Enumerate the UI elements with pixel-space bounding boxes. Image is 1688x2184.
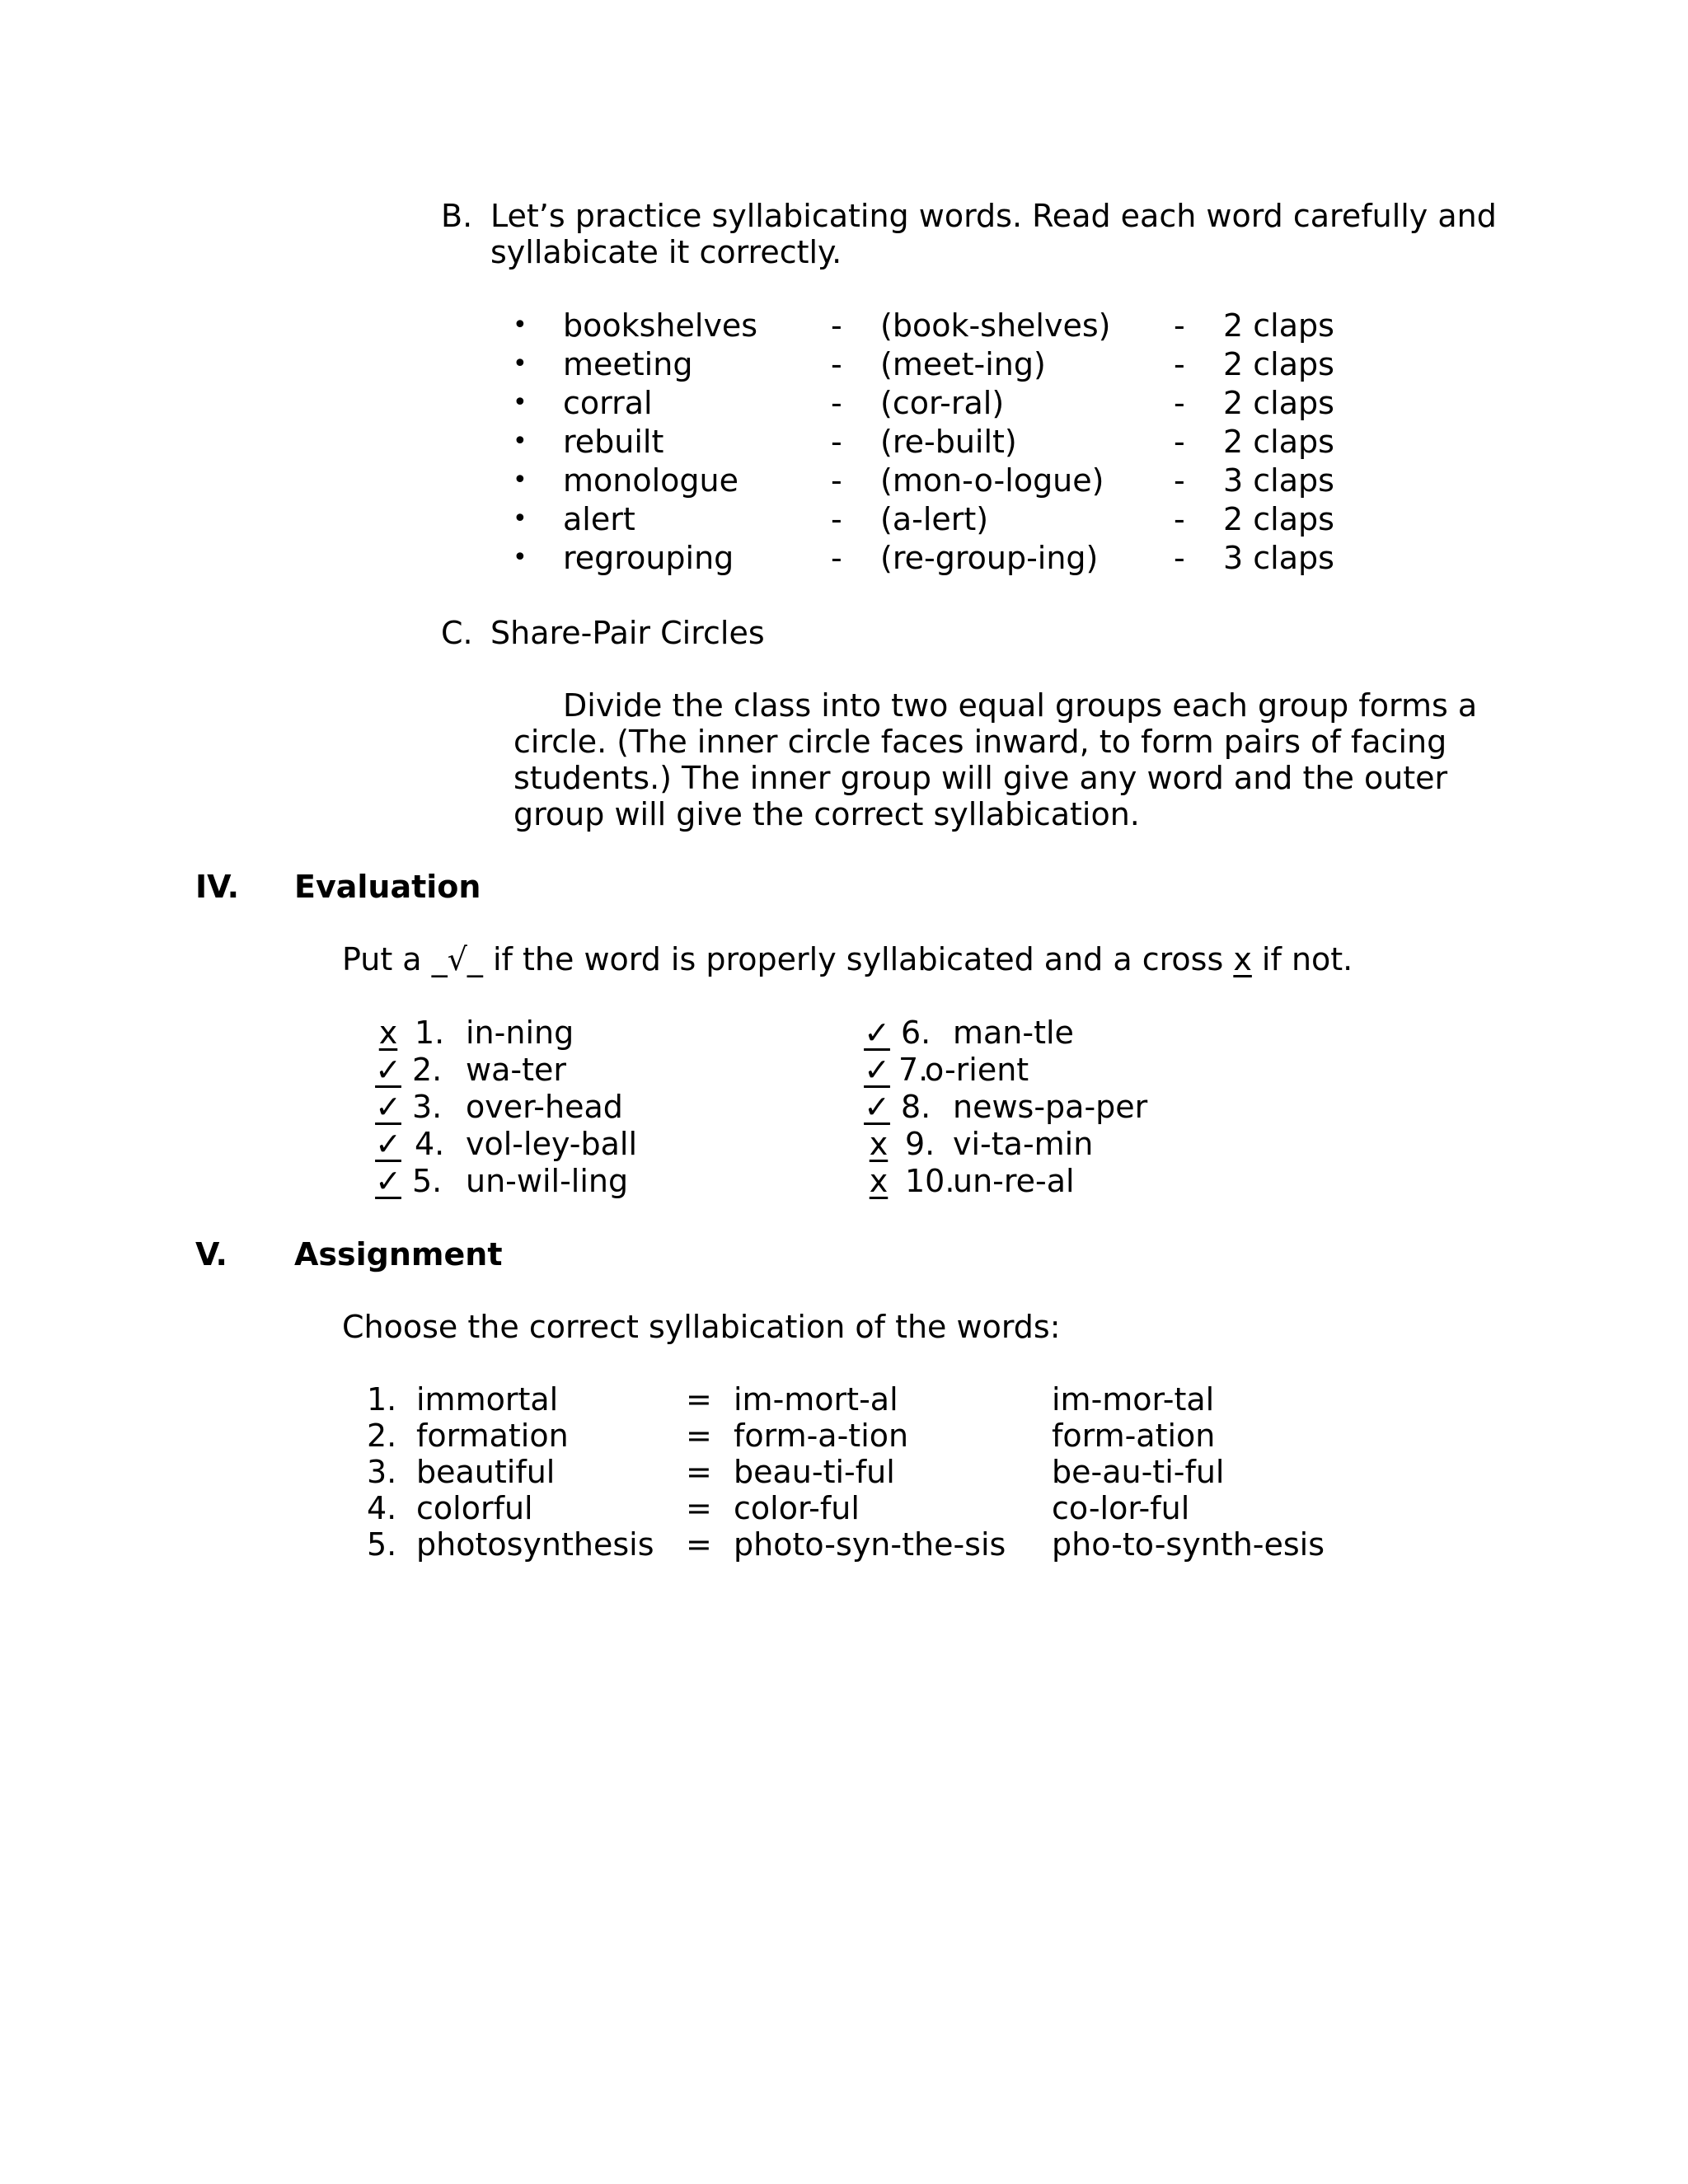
syllabication: (re-built) (880, 424, 1017, 460)
assignment-item (0, 1381, 1688, 1418)
option-1: color-ful (734, 1490, 860, 1526)
section-c-letter: C. (441, 615, 473, 651)
item-number: 1. (415, 1015, 445, 1051)
assignment-item (0, 1454, 1688, 1490)
item-word: man-tle (953, 1015, 1074, 1051)
answer-mark: ✓ (375, 1126, 401, 1162)
equals-sign: = (686, 1454, 712, 1490)
dash: - (831, 307, 842, 344)
syllabication: (book-shelves) (880, 307, 1111, 344)
claps: 2 claps (1223, 346, 1334, 382)
section-c-para-line4: group will give the correct syllabication. (513, 796, 1140, 832)
item-word: news-pa-per (953, 1089, 1148, 1125)
word: meeting (563, 346, 693, 382)
option-1: im-mort-al (734, 1381, 898, 1418)
assignment-numeral: V. (195, 1236, 227, 1272)
claps: 3 claps (1223, 540, 1334, 576)
item-number: 9. (905, 1126, 935, 1162)
item-number: 2. (367, 1418, 397, 1454)
assignment-instruction: Choose the correct syllabication of the words: (342, 1309, 1061, 1345)
evaluation-heading: Evaluation (294, 869, 481, 905)
answer-mark: x (869, 1163, 889, 1199)
item-number: 1. (367, 1381, 397, 1418)
item-number: 10. (905, 1163, 955, 1199)
item-number: 2. (412, 1052, 443, 1088)
section-c-para-line1: Divide the class into two equal groups each group forms a (563, 687, 1478, 724)
item-word: un-re-al (953, 1163, 1075, 1199)
assignment-item (0, 1418, 1688, 1454)
list-item (0, 462, 1688, 499)
word: corral (563, 385, 653, 421)
option-2: co-lor-ful (1052, 1490, 1190, 1526)
dash: - (1174, 346, 1185, 382)
bullet: • (513, 349, 528, 378)
cross-mark-icon: x (1233, 941, 1252, 977)
item-number: 3. (367, 1454, 397, 1490)
bullet: • (513, 466, 528, 494)
instruction-text: if the word is properly syllabicated and a cross (482, 941, 1234, 977)
option-1: photo-syn-the-sis (734, 1526, 1006, 1563)
item-number: 3. (412, 1089, 443, 1125)
section-c-para-line2: circle. (The inner circle faces inward, to form pairs of facing (513, 724, 1447, 760)
bullet: • (513, 427, 528, 456)
option-1: form-a-tion (734, 1418, 909, 1454)
item-number: 8. (901, 1089, 931, 1125)
word: regrouping (563, 540, 734, 576)
list-item (0, 501, 1688, 537)
word: bookshelves (563, 307, 758, 344)
dash: - (1174, 540, 1185, 576)
instruction-text: Put a (342, 941, 432, 977)
option-2: im-mor-tal (1052, 1381, 1215, 1418)
claps: 2 claps (1223, 307, 1334, 344)
equals-sign: = (686, 1381, 712, 1418)
item-word: over-head (466, 1089, 623, 1125)
option-2: pho-to-synth-esis (1052, 1526, 1325, 1563)
dash: - (831, 540, 842, 576)
item-word: o-rient (925, 1052, 1029, 1088)
dash: - (1174, 385, 1185, 421)
answer-mark: x (378, 1015, 398, 1051)
section-b-line1: Let’s practice syllabicating words. Read each word carefully and (490, 198, 1497, 234)
section-b-line2: syllabicate it correctly. (490, 234, 842, 270)
answer-mark: ✓ (375, 1052, 401, 1088)
section-c-para-line3: students.) The inner group will give any word and the outer (513, 760, 1448, 796)
bullet: • (513, 388, 528, 417)
dash: - (831, 385, 842, 421)
claps: 2 claps (1223, 385, 1334, 421)
list-item (0, 346, 1688, 382)
word: monologue (563, 462, 738, 499)
syllabication: (cor-ral) (880, 385, 1005, 421)
instruction-text: if not. (1251, 941, 1353, 977)
option-2: form-ation (1052, 1418, 1216, 1454)
section-c-title: Share-Pair Circles (490, 615, 765, 651)
dash: - (1174, 307, 1185, 344)
claps: 3 claps (1223, 462, 1334, 499)
item-number: 6. (901, 1015, 931, 1051)
answer-mark: ✓ (375, 1089, 401, 1125)
bullet: • (513, 543, 528, 572)
assignment-heading: Assignment (294, 1236, 503, 1272)
word: alert (563, 501, 635, 537)
list-item (0, 307, 1688, 344)
evaluation-numeral: IV. (195, 869, 240, 905)
item-number: 4. (367, 1490, 397, 1526)
evaluation-instruction (342, 941, 1353, 977)
item-word: photosynthesis (416, 1526, 654, 1563)
assignment-item (0, 1490, 1688, 1526)
claps: 2 claps (1223, 501, 1334, 537)
answer-mark: ✓ (864, 1052, 890, 1088)
list-item (0, 424, 1688, 460)
dash: - (831, 424, 842, 460)
equals-sign: = (686, 1526, 712, 1563)
item-word: wa-ter (466, 1052, 566, 1088)
item-number: 4. (415, 1126, 445, 1162)
word: rebuilt (563, 424, 664, 460)
bullet: • (513, 504, 528, 533)
claps: 2 claps (1223, 424, 1334, 460)
item-word: in-ning (466, 1015, 574, 1051)
syllabication: (meet-ing) (880, 346, 1046, 382)
dash: - (831, 501, 842, 537)
dash: - (1174, 462, 1185, 499)
answer-mark: x (869, 1126, 889, 1162)
item-word: un-wil-ling (466, 1163, 629, 1199)
item-word: formation (416, 1418, 569, 1454)
answer-mark: ✓ (375, 1163, 401, 1199)
item-number: 7. (898, 1052, 929, 1088)
item-word: beautiful (416, 1454, 556, 1490)
assignment-item (0, 1526, 1688, 1563)
section-b-letter: B. (441, 198, 473, 234)
item-number: 5. (412, 1163, 443, 1199)
option-2: be-au-ti-ful (1052, 1454, 1225, 1490)
item-word: immortal (416, 1381, 559, 1418)
dash: - (831, 462, 842, 499)
dash: - (1174, 501, 1185, 537)
list-item (0, 385, 1688, 421)
item-word: vol-ley-ball (466, 1126, 637, 1162)
option-1: beau-ti-ful (734, 1454, 895, 1490)
syllabication: (a-lert) (880, 501, 989, 537)
list-item (0, 540, 1688, 576)
syllabication: (re-group-ing) (880, 540, 1099, 576)
syllabication: (mon-o-logue) (880, 462, 1104, 499)
check-mark-icon: _√_ (431, 941, 483, 977)
equals-sign: = (686, 1490, 712, 1526)
item-word: colorful (416, 1490, 533, 1526)
answer-mark: ✓ (864, 1089, 890, 1125)
item-number: 5. (367, 1526, 397, 1563)
dash: - (1174, 424, 1185, 460)
answer-mark: ✓ (864, 1015, 890, 1051)
dash: - (831, 346, 842, 382)
item-word: vi-ta-min (953, 1126, 1094, 1162)
equals-sign: = (686, 1418, 712, 1454)
bullet: • (513, 311, 528, 340)
